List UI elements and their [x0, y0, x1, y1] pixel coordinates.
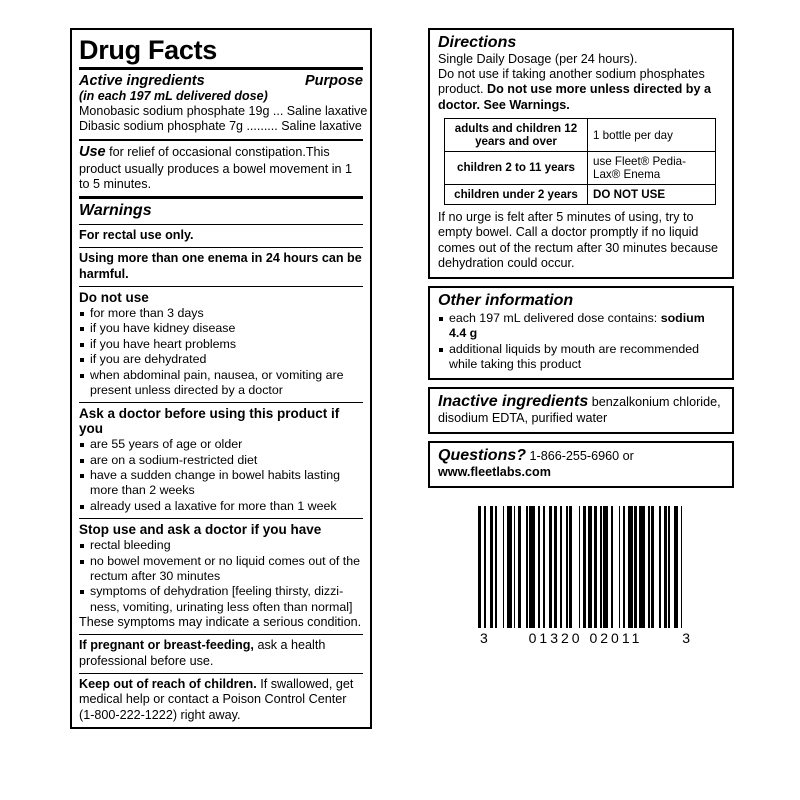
keep-out-bold: Keep out of reach of children. — [79, 677, 257, 692]
list-item: rectal bleeding — [79, 538, 363, 553]
inactive-ingredients-section — [428, 387, 734, 434]
rectal-use-only — [79, 225, 363, 247]
more-than-one-enema-text: Using more than one enema in 24 hours can be harmful. — [79, 251, 362, 281]
pregnancy-text: ask a health professional before use. — [79, 638, 326, 668]
stop-use-heading: Stop use and ask a doctor if you have — [79, 522, 322, 538]
purpose-heading: Purpose — [304, 73, 363, 90]
sodium-amount: sodium 4.4 g — [449, 310, 705, 341]
barcode-right-digit: 3 — [682, 630, 691, 646]
directions-line-2-bold: Do not use more unless directed by a doctor. See Warnings. — [438, 82, 711, 112]
use-heading: Use — [79, 143, 106, 160]
directions-footnote: If no urge is felt after 5 minutes of using, try to empty bowel. Call a doctor promptly if no liquid comes out of the rectum after 30 minutes because dehydration could occur. — [438, 209, 719, 271]
drug-facts-panel — [70, 28, 372, 729]
use-section — [79, 141, 363, 196]
list-item — [438, 311, 724, 342]
barcode-bars — [478, 506, 693, 628]
list-item: if you have heart problems — [79, 337, 363, 352]
list-item: have a sudden change in bowel habits lasting more than 2 weeks — [79, 468, 363, 499]
questions-phone: 1-866-255-6960 or — [529, 449, 634, 464]
inactive-ingredients-heading: Inactive ingredients — [438, 393, 589, 411]
right-column — [428, 28, 734, 495]
active-ingredients-heading: Active ingredients — [79, 73, 205, 90]
list-item: are 55 years of age or older — [79, 437, 363, 452]
warnings-heading: Warnings — [79, 202, 152, 220]
do-not-use-section — [79, 287, 363, 402]
list-item: when abdominal pain, nausea, or vomiting are present unless directed by a doctor — [79, 368, 363, 399]
page-title: Drug Facts — [79, 35, 218, 65]
table-row — [445, 119, 716, 152]
dose-group: adults and children 12 years and over — [445, 119, 588, 152]
other-information-section — [428, 286, 734, 380]
list-item: if you are dehydrated — [79, 352, 363, 367]
do-not-use-list — [79, 306, 363, 398]
list-item: are on a sodium-restricted diet — [79, 453, 363, 468]
stop-use-note: These symptoms may indicate a serious condition. — [79, 615, 362, 630]
more-than-one-enema — [79, 248, 363, 286]
list-item: already used a laxative for more than 1 week — [79, 499, 363, 514]
questions-heading: Questions? — [438, 447, 527, 465]
barcode — [478, 506, 693, 646]
questions-website: www.fleetlabs.com — [438, 465, 551, 480]
active-ingredients-subheading: (in each 197 mL delivered dose) — [79, 89, 268, 104]
dose-amount: DO NOT USE — [588, 184, 716, 204]
rectal-use-only-text: For rectal use only. — [79, 227, 194, 242]
directions-line-2-plain: Do not use if taking another sodium phosphates product. — [438, 66, 705, 97]
other-info-item-1: each 197 mL delivered dose contains: sodium 4.4 g — [449, 310, 705, 341]
directions-heading: Directions — [438, 34, 517, 51]
ask-doctor-list — [79, 437, 363, 514]
ask-doctor-section — [79, 403, 363, 518]
warnings-section — [79, 199, 363, 224]
barcode-numbers — [478, 630, 693, 646]
pregnancy-section — [79, 635, 363, 673]
active-ingredient-line-1: Monobasic sodium phosphate 19g ... Saline laxative — [79, 103, 368, 118]
dose-amount: use Fleet® Pedia-Lax® Enema — [588, 152, 716, 185]
keep-out-text: If swallowed, get medical help or contact a Poison Control Center (1-800-222-1222) right away. — [79, 677, 354, 722]
do-not-use-heading: Do not use — [79, 290, 149, 306]
stop-use-list — [79, 538, 363, 615]
dose-group: children under 2 years — [445, 184, 588, 204]
barcode-left-digit: 3 — [480, 630, 489, 646]
active-ingredients-section — [79, 70, 368, 139]
list-item: if you have kidney disease — [79, 321, 363, 336]
active-ingredient-line-2: Dibasic sodium phosphate 7g ......... Saline laxative — [79, 119, 362, 134]
list-item: symptoms of dehydration [feeling thirsty, dizzi-ness, vomiting, urinating less often than normal] — [79, 584, 363, 615]
dose-amount: 1 bottle per day — [588, 119, 716, 152]
questions-section — [428, 441, 734, 488]
table-row — [445, 184, 716, 204]
dosage-table — [444, 118, 716, 205]
barcode-middle-digits: 01320 02011 — [528, 630, 643, 646]
stop-use-section — [79, 519, 363, 634]
keep-out-of-reach-section — [79, 674, 363, 727]
list-item: additional liquids by mouth are recommended while taking this product — [438, 342, 724, 373]
list-item: for more than 3 days — [79, 306, 363, 321]
use-text: for relief of occasional constipation.This product usually produces a bowel movement in 1 to 5 minutes. — [79, 144, 353, 192]
dose-group: children 2 to 11 years — [445, 152, 588, 185]
directions-section — [428, 28, 734, 279]
directions-line-1: Single Daily Dosage (per 24 hours). — [438, 51, 638, 66]
other-information-heading: Other information — [438, 292, 574, 310]
table-row — [445, 152, 716, 185]
ask-doctor-heading: Ask a doctor before using this product if you — [79, 406, 340, 437]
list-item: no bowel movement or no liquid comes out of the rectum after 30 minutes — [79, 554, 363, 585]
pregnancy-bold: If pregnant or breast-feeding, — [79, 638, 254, 653]
inactive-ingredients-text: benzalkonium chloride, disodium EDTA, purified water — [438, 395, 721, 426]
directions-line-2 — [438, 67, 724, 113]
other-information-list — [438, 311, 724, 373]
